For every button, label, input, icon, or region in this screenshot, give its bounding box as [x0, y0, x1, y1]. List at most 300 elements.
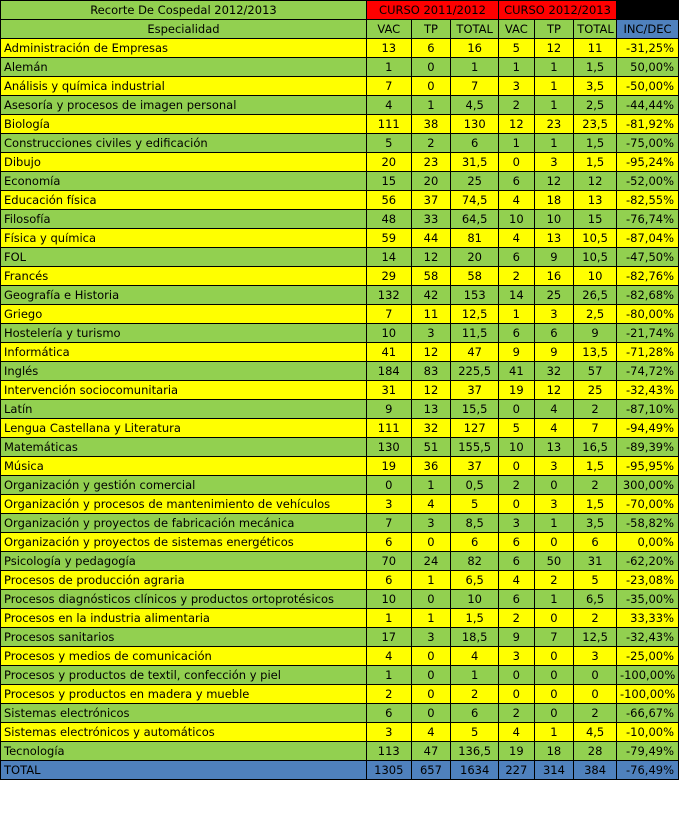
vac-2011-cell: 6: [366, 571, 411, 590]
tp-2012-cell: 12: [534, 39, 574, 58]
total-2012-cell: 13,5: [574, 343, 617, 362]
course-2012-header: CURSO 2012/2013: [499, 1, 617, 20]
incdec-value-cell: -23,08%: [616, 571, 678, 590]
total-2011-cell: 1: [451, 666, 499, 685]
incdec-value-cell: -87,10%: [616, 400, 678, 419]
vac-2012-cell: 2: [499, 267, 535, 286]
specialty-name-cell: Asesoría y procesos de imagen personal: [1, 96, 367, 115]
vac-2012-cell: 0: [499, 400, 535, 419]
tp-2012-cell: 32: [534, 362, 574, 381]
vac-2011-cell: 7: [366, 77, 411, 96]
specialty-name-cell: Tecnología: [1, 742, 367, 761]
total-2011-cell: 6: [451, 134, 499, 153]
vac-2011-cell: 19: [366, 457, 411, 476]
tp-2011-cell: 0: [411, 647, 451, 666]
tp-2011-cell: 1: [411, 476, 451, 495]
specialty-name-cell: Economía: [1, 172, 367, 191]
vac-2011-cell: 1: [366, 666, 411, 685]
total-2012-cell: 0: [574, 685, 617, 704]
vac-2012-cell: 9: [499, 343, 535, 362]
vac-2011-cell: 7: [366, 514, 411, 533]
total-2011-cell: 1,5: [451, 609, 499, 628]
total-2012-cell: 31: [574, 552, 617, 571]
tp-2011-cell: 0: [411, 77, 451, 96]
total-2012-cell: 6,5: [574, 590, 617, 609]
tp-2012-cell: 25: [534, 286, 574, 305]
tp-2012-cell: 1: [534, 134, 574, 153]
specialty-name-cell: Sistemas electrónicos: [1, 704, 367, 723]
table-row: [1, 419, 679, 438]
incdec-value-cell: -32,43%: [616, 628, 678, 647]
total-2011-cell: 58: [451, 267, 499, 286]
vac-2012-cell: 1: [499, 134, 535, 153]
total-2011-cell: 2: [451, 685, 499, 704]
vac-2012-cell: 2: [499, 96, 535, 115]
vac-2012-cell: 0: [499, 685, 535, 704]
vac-2011-cell: 3: [366, 495, 411, 514]
total-2012-cell: 1,5: [574, 495, 617, 514]
incdec-value-cell: -62,20%: [616, 552, 678, 571]
total-2012-cell: 10,5: [574, 248, 617, 267]
tp-2012-cell: 50: [534, 552, 574, 571]
total-2012-cell: 10,5: [574, 229, 617, 248]
total-2011-cell: 64,5: [451, 210, 499, 229]
tp-2011-cell: 4: [411, 495, 451, 514]
specialty-name-cell: Procesos sanitarios: [1, 628, 367, 647]
vac-2011-cell: 111: [366, 419, 411, 438]
tp-2012-cell: 0: [534, 476, 574, 495]
vac-2012-cell: 0: [499, 666, 535, 685]
table-row: [1, 96, 679, 115]
vac-2012-cell: 4: [499, 229, 535, 248]
table-row: [1, 476, 679, 495]
specialty-name-cell: Música: [1, 457, 367, 476]
total-2012-cell: 2: [574, 609, 617, 628]
vac-2011-cell: 1: [366, 58, 411, 77]
vac-2011-cell: 10: [366, 590, 411, 609]
total-2012-cell: 23,5: [574, 115, 617, 134]
tp-2012-cell: 12: [534, 172, 574, 191]
incdec-value-cell: -32,43%: [616, 381, 678, 400]
total-2011-cell: 127: [451, 419, 499, 438]
vac-2012-cell: 0: [499, 153, 535, 172]
vac-2012-cell: 6: [499, 248, 535, 267]
vac-2011-cell: 56: [366, 191, 411, 210]
total-2012-cell: 7: [574, 419, 617, 438]
incdec-value-cell: -25,00%: [616, 647, 678, 666]
specialty-name-cell: Latín: [1, 400, 367, 419]
total-2012-cell: 28: [574, 742, 617, 761]
tp-2011-cell: 83: [411, 362, 451, 381]
total-2012-cell: 57: [574, 362, 617, 381]
tp-2011-cell: 0: [411, 666, 451, 685]
incdec-value-cell: 50,00%: [616, 58, 678, 77]
total-total-2011: 1634: [451, 761, 499, 780]
total-2011-cell: 25: [451, 172, 499, 191]
tp-2011-cell: 33: [411, 210, 451, 229]
tp-2011-cell: 13: [411, 400, 451, 419]
table-row: [1, 514, 679, 533]
vac-2011-cell: 9: [366, 400, 411, 419]
total-2012-cell: 2: [574, 476, 617, 495]
tp-2012-cell: 1: [534, 77, 574, 96]
tp-2012-cell: 3: [534, 305, 574, 324]
incdec-value-cell: -31,25%: [616, 39, 678, 58]
tp-2012-cell: 10: [534, 210, 574, 229]
total-2011-cell: 1: [451, 58, 499, 77]
incdec-value-cell: -47,50%: [616, 248, 678, 267]
table-row: [1, 685, 679, 704]
table-row: [1, 381, 679, 400]
table-row: [1, 267, 679, 286]
total-2011-cell: 37: [451, 457, 499, 476]
vac-2011-cell: 4: [366, 647, 411, 666]
table-row: [1, 495, 679, 514]
specialty-name-cell: Dibujo: [1, 153, 367, 172]
incdec-value-cell: -44,44%: [616, 96, 678, 115]
total-2012-cell: 10: [574, 267, 617, 286]
specialty-name-cell: Francés: [1, 267, 367, 286]
total-2011-header: TOTAL: [451, 20, 499, 39]
specialty-name-cell: Análisis y química industrial: [1, 77, 367, 96]
incdec-value-cell: -89,39%: [616, 438, 678, 457]
vac-2012-cell: 4: [499, 191, 535, 210]
vac-2011-header: VAC: [366, 20, 411, 39]
total-vac-2011: 1305: [366, 761, 411, 780]
vac-2011-cell: 184: [366, 362, 411, 381]
specialty-name-cell: Alemán: [1, 58, 367, 77]
specialty-name-cell: Griego: [1, 305, 367, 324]
total-label: TOTAL: [1, 761, 367, 780]
tp-2012-cell: 16: [534, 267, 574, 286]
table-row: [1, 552, 679, 571]
incdec-value-cell: -79,49%: [616, 742, 678, 761]
total-2011-cell: 20: [451, 248, 499, 267]
incdec-value-cell: -82,76%: [616, 267, 678, 286]
specialty-name-cell: Construcciones civiles y edificación: [1, 134, 367, 153]
incdec-value-cell: -75,00%: [616, 134, 678, 153]
vac-2011-cell: 20: [366, 153, 411, 172]
incdec-value-cell: 33,33%: [616, 609, 678, 628]
total-2012-cell: 1,5: [574, 58, 617, 77]
table-body: [1, 39, 679, 761]
total-2012-cell: 1,5: [574, 457, 617, 476]
specialty-name-cell: Organización y proyectos de fabricación mecánica: [1, 514, 367, 533]
tp-2012-cell: 1: [534, 590, 574, 609]
total-2012-cell: 2: [574, 704, 617, 723]
tp-2011-cell: 0: [411, 58, 451, 77]
tp-2012-cell: 9: [534, 343, 574, 362]
total-2012-cell: 11: [574, 39, 617, 58]
table-row: [1, 286, 679, 305]
specialty-name-cell: Sistemas electrónicos y automáticos: [1, 723, 367, 742]
tp-2012-cell: 3: [534, 495, 574, 514]
tp-2012-cell: 13: [534, 438, 574, 457]
total-2011-cell: 37: [451, 381, 499, 400]
tp-2012-cell: 2: [534, 571, 574, 590]
vac-2011-cell: 7: [366, 305, 411, 324]
total-2011-cell: 5: [451, 723, 499, 742]
total-2011-cell: 4,5: [451, 96, 499, 115]
incdec-value-cell: 0,00%: [616, 533, 678, 552]
tp-2011-cell: 32: [411, 419, 451, 438]
tp-2012-cell: 4: [534, 400, 574, 419]
vac-2011-cell: 6: [366, 704, 411, 723]
table-row: [1, 666, 679, 685]
incdec-value-cell: -21,74%: [616, 324, 678, 343]
table-row: [1, 704, 679, 723]
total-2012-cell: 1,5: [574, 153, 617, 172]
total-2012-cell: 3,5: [574, 514, 617, 533]
vac-2011-cell: 6: [366, 533, 411, 552]
tp-2012-cell: 4: [534, 419, 574, 438]
tp-2011-cell: 3: [411, 514, 451, 533]
tp-2011-cell: 37: [411, 191, 451, 210]
total-2012-cell: 3,5: [574, 77, 617, 96]
tp-2012-cell: 0: [534, 685, 574, 704]
incdec-value-cell: -94,49%: [616, 419, 678, 438]
tp-2011-cell: 20: [411, 172, 451, 191]
specialty-header: Especialidad: [1, 20, 367, 39]
total-2011-cell: 130: [451, 115, 499, 134]
incdec-value-cell: -87,04%: [616, 229, 678, 248]
total-2011-cell: 82: [451, 552, 499, 571]
tp-2012-cell: 0: [534, 666, 574, 685]
vac-2011-cell: 31: [366, 381, 411, 400]
incdec-value-cell: -74,72%: [616, 362, 678, 381]
vac-2012-cell: 41: [499, 362, 535, 381]
total-2012-cell: 5: [574, 571, 617, 590]
total-2012-cell: 2,5: [574, 305, 617, 324]
tp-2011-cell: 47: [411, 742, 451, 761]
tp-2011-cell: 12: [411, 381, 451, 400]
total-2012-cell: 12: [574, 172, 617, 191]
table-row: [1, 457, 679, 476]
table-row: [1, 590, 679, 609]
title-row: [1, 1, 679, 20]
table-row: [1, 172, 679, 191]
vac-2011-cell: 15: [366, 172, 411, 191]
specialty-name-cell: Lengua Castellana y Literatura: [1, 419, 367, 438]
total-2011-cell: 0,5: [451, 476, 499, 495]
tp-2012-cell: 0: [534, 533, 574, 552]
total-2012-cell: 9: [574, 324, 617, 343]
tp-2011-cell: 0: [411, 704, 451, 723]
incdec-value-cell: -95,95%: [616, 457, 678, 476]
specialty-name-cell: Geografía e Historia: [1, 286, 367, 305]
specialty-name-cell: Procesos diagnósticos clínicos y productos ortoprotésicos: [1, 590, 367, 609]
incdec-value-cell: -52,00%: [616, 172, 678, 191]
total-2012-cell: 15: [574, 210, 617, 229]
specialty-name-cell: Filosofía: [1, 210, 367, 229]
table-row: [1, 723, 679, 742]
tp-2012-cell: 1: [534, 96, 574, 115]
vac-2011-cell: 0: [366, 476, 411, 495]
table-row: [1, 647, 679, 666]
incdec-value-cell: -10,00%: [616, 723, 678, 742]
total-tp-2012: 314: [534, 761, 574, 780]
vac-2011-cell: 2: [366, 685, 411, 704]
total-2012-cell: 1,5: [574, 134, 617, 153]
tp-2012-cell: 13: [534, 229, 574, 248]
total-2011-cell: 155,5: [451, 438, 499, 457]
total-2011-cell: 153: [451, 286, 499, 305]
total-2012-cell: 6: [574, 533, 617, 552]
tp-2012-cell: 0: [534, 609, 574, 628]
tp-2011-cell: 24: [411, 552, 451, 571]
incdec-value-cell: -35,00%: [616, 590, 678, 609]
specialty-name-cell: Organización y proyectos de sistemas energéticos: [1, 533, 367, 552]
tp-2011-cell: 0: [411, 685, 451, 704]
incdec-value-cell: -80,00%: [616, 305, 678, 324]
table-row: [1, 210, 679, 229]
vac-2011-cell: 48: [366, 210, 411, 229]
table-row: [1, 324, 679, 343]
incdec-value-cell: -82,55%: [616, 191, 678, 210]
tp-2011-cell: 12: [411, 248, 451, 267]
tp-2012-cell: 0: [534, 647, 574, 666]
table-row: [1, 229, 679, 248]
table-row: [1, 58, 679, 77]
tp-2012-cell: 1: [534, 514, 574, 533]
total-2012-cell: 16,5: [574, 438, 617, 457]
tp-2011-cell: 44: [411, 229, 451, 248]
vac-2012-cell: 6: [499, 172, 535, 191]
tp-2012-cell: 12: [534, 381, 574, 400]
total-2011-cell: 47: [451, 343, 499, 362]
tp-2011-cell: 38: [411, 115, 451, 134]
vac-2012-cell: 1: [499, 58, 535, 77]
total-total-2012: 384: [574, 761, 617, 780]
total-2012-cell: 2,5: [574, 96, 617, 115]
total-2012-cell: 25: [574, 381, 617, 400]
vac-2011-cell: 10: [366, 324, 411, 343]
incdec-header: INC/DEC: [616, 20, 678, 39]
table-row: [1, 115, 679, 134]
vac-2011-cell: 5: [366, 134, 411, 153]
total-2011-cell: 16: [451, 39, 499, 58]
total-2012-cell: 26,5: [574, 286, 617, 305]
total-2011-cell: 6: [451, 704, 499, 723]
total-2011-cell: 6: [451, 533, 499, 552]
total-2011-cell: 136,5: [451, 742, 499, 761]
specialty-name-cell: Organización y gestión comercial: [1, 476, 367, 495]
table-row: [1, 134, 679, 153]
vac-2012-header: VAC: [499, 20, 535, 39]
column-header-row: [1, 20, 679, 39]
vac-2012-cell: 0: [499, 457, 535, 476]
vac-2011-cell: 111: [366, 115, 411, 134]
table-row: [1, 77, 679, 96]
specialty-name-cell: Física y química: [1, 229, 367, 248]
tp-2012-cell: 1: [534, 58, 574, 77]
tp-2012-header: TP: [534, 20, 574, 39]
total-2012-cell: 4,5: [574, 723, 617, 742]
vac-2012-cell: 1: [499, 305, 535, 324]
specialty-name-cell: Procesos y productos en madera y mueble: [1, 685, 367, 704]
tp-2011-cell: 11: [411, 305, 451, 324]
total-2011-cell: 74,5: [451, 191, 499, 210]
tp-2012-cell: 3: [534, 153, 574, 172]
incdec-value-cell: -58,82%: [616, 514, 678, 533]
total-2011-cell: 4: [451, 647, 499, 666]
tp-2011-cell: 58: [411, 267, 451, 286]
incdec-value-cell: -66,67%: [616, 704, 678, 723]
tp-2011-cell: 2: [411, 134, 451, 153]
total-2011-cell: 18,5: [451, 628, 499, 647]
vac-2012-cell: 3: [499, 514, 535, 533]
total-2012-cell: 2: [574, 400, 617, 419]
tp-2012-cell: 3: [534, 457, 574, 476]
vac-2012-cell: 12: [499, 115, 535, 134]
total-row: [1, 761, 679, 780]
tp-2011-cell: 0: [411, 590, 451, 609]
table-row: [1, 571, 679, 590]
total-2011-cell: 225,5: [451, 362, 499, 381]
table-row: [1, 609, 679, 628]
total-2011-cell: 31,5: [451, 153, 499, 172]
table-row: [1, 533, 679, 552]
vac-2012-cell: 2: [499, 609, 535, 628]
tp-2011-cell: 1: [411, 571, 451, 590]
table-row: [1, 39, 679, 58]
vac-2012-cell: 4: [499, 723, 535, 742]
tp-2011-cell: 23: [411, 153, 451, 172]
total-2012-cell: 12,5: [574, 628, 617, 647]
total-tp-2011: 657: [411, 761, 451, 780]
total-2011-cell: 7: [451, 77, 499, 96]
table-row: [1, 400, 679, 419]
total-2012-header: TOTAL: [574, 20, 617, 39]
total-2011-cell: 6,5: [451, 571, 499, 590]
vac-2011-cell: 59: [366, 229, 411, 248]
tp-2011-header: TP: [411, 20, 451, 39]
table-row: [1, 343, 679, 362]
tp-2011-cell: 3: [411, 324, 451, 343]
vac-2011-cell: 113: [366, 742, 411, 761]
total-incdec: -76,49%: [616, 761, 678, 780]
tp-2012-cell: 6: [534, 324, 574, 343]
table-row: [1, 305, 679, 324]
total-2012-cell: 0: [574, 666, 617, 685]
vac-2011-cell: 132: [366, 286, 411, 305]
vac-2011-cell: 13: [366, 39, 411, 58]
incdec-value-cell: -70,00%: [616, 495, 678, 514]
table-row: [1, 742, 679, 761]
vac-2012-cell: 10: [499, 438, 535, 457]
specialty-name-cell: Intervención sociocomunitaria: [1, 381, 367, 400]
blank-header-cell: [616, 1, 678, 20]
tp-2012-cell: 18: [534, 191, 574, 210]
specialty-name-cell: Psicología y pedagogía: [1, 552, 367, 571]
specialty-name-cell: Biología: [1, 115, 367, 134]
table-row: [1, 248, 679, 267]
vac-2012-cell: 6: [499, 590, 535, 609]
specialty-name-cell: FOL: [1, 248, 367, 267]
tp-2011-cell: 12: [411, 343, 451, 362]
vac-2012-cell: 2: [499, 476, 535, 495]
tp-2012-cell: 9: [534, 248, 574, 267]
tp-2011-cell: 42: [411, 286, 451, 305]
table-row: [1, 362, 679, 381]
tp-2012-cell: 18: [534, 742, 574, 761]
vac-2011-cell: 41: [366, 343, 411, 362]
specialty-name-cell: Procesos y medios de comunicación: [1, 647, 367, 666]
total-2011-cell: 15,5: [451, 400, 499, 419]
specialty-name-cell: Procesos de producción agraria: [1, 571, 367, 590]
vac-2011-cell: 3: [366, 723, 411, 742]
tp-2011-cell: 51: [411, 438, 451, 457]
